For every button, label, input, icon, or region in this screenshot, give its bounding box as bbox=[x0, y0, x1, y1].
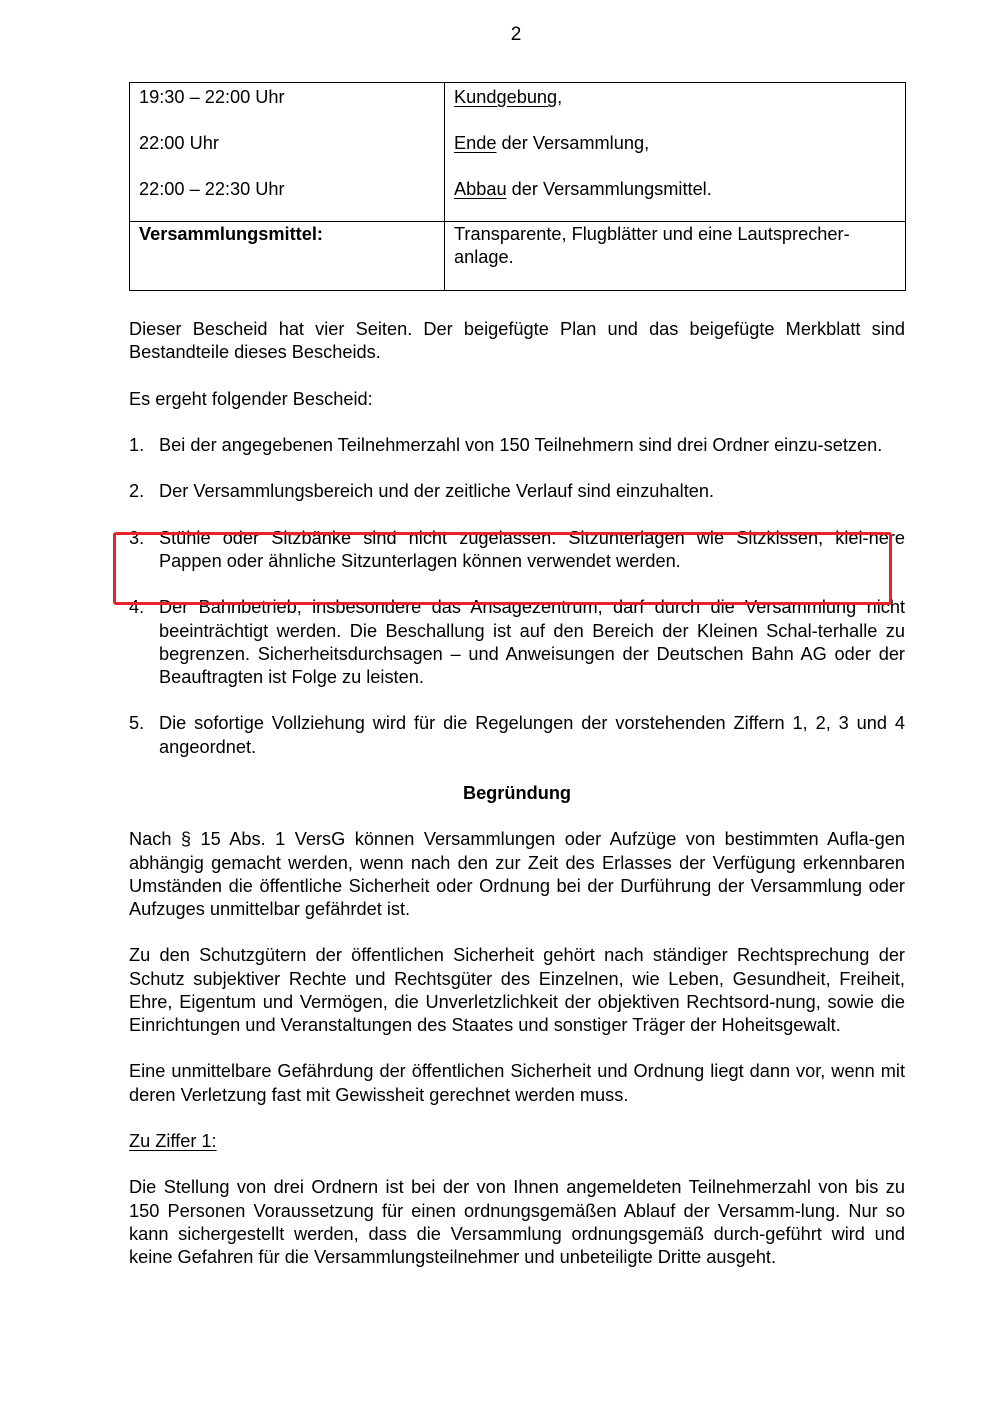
schedule-time: 19:30 – 22:00 Uhr bbox=[139, 87, 285, 107]
section-heading-line bbox=[129, 1130, 905, 1153]
schedule-event-rest: , bbox=[557, 87, 563, 107]
list-item-text: Stühle oder Sitzbänke sind nicht zugelassen. Sitzunterlagen wie Sitzkissen, klei-nere Pappen oder ähnliche Sitzunterlagen können verwendet werden. bbox=[159, 527, 905, 571]
list-item-number: 5. bbox=[129, 713, 145, 734]
schedule-events-cell bbox=[445, 83, 906, 222]
page-number: 2 bbox=[510, 24, 522, 45]
table-row bbox=[130, 83, 906, 222]
schedule-event bbox=[454, 86, 896, 109]
list-item-text: Die sofortige Vollziehung wird für die Regelungen der vorstehenden Ziffern 1, 2, 3 und 4 angeordnet. bbox=[159, 713, 905, 757]
schedule-times-cell bbox=[130, 83, 445, 222]
intro-paragraph: Es ergeht folgender Bescheid: bbox=[129, 388, 373, 409]
schedule-time: 22:00 – 22:30 Uhr bbox=[139, 179, 285, 200]
list-item bbox=[129, 712, 905, 758]
reasoning-heading: Begründung bbox=[462, 782, 572, 803]
intro-paragraph: Dieser Bescheid hat vier Seiten. Der beigefügte Plan und das beigefügte Merkblatt sind Bestandteile dieses Bescheids. bbox=[129, 319, 905, 363]
section-paragraph: Die Stellung von drei Ordnern ist bei der von Ihnen angemeldeten Teilnehmerzahl von bis zu 150 Personen Voraussetzung für einen ordnungsgemäßen Ablauf der Versamm-lung. Nur so kann sichergestellt werden, dass die Versammlung ordnungsgemäß durch-geführt wird und keine Gefahren für die Versammlungsteilnehmer und unbeteiligte Dritte ausgeht. bbox=[129, 1177, 905, 1267]
list-item-text: Der Bahnbetrieb, insbesondere das Ansagezentrum, darf durch die Versammlung nicht beeinträchtigt werden. Die Beschallung ist auf den Bereich der Kleinen Schal-terhalle zu begrenzen. Sicherheitsdurchsagen – und Anweisungen der Deutschen Bahn AG oder der Beauftragten ist Folge zu leisten. bbox=[159, 597, 905, 687]
list-item bbox=[129, 596, 905, 689]
schedule-event-rest: der Versammlung, bbox=[496, 133, 650, 154]
means-label: Versammlungsmittel: bbox=[130, 222, 445, 291]
highlight-box bbox=[113, 532, 892, 605]
reasoning-paragraph: Nach § 15 Abs. 1 VersG können Versammlungen oder Aufzüge von bestimmten Aufla-gen abhängig gemacht werden, wenn nach den zur Zeit des Erlasses der Verfügung erkennbaren Umständen die öffentliche Sicherheit oder Ordnung bei der Durführung der Versammlung oder Aufzuges unmittelbar gefährdet ist. bbox=[129, 829, 905, 919]
list-item-number: 1. bbox=[129, 434, 145, 455]
list-item bbox=[129, 480, 905, 503]
schedule-time: 22:00 Uhr bbox=[139, 133, 219, 154]
list-item-text: Bei der angegebenen Teilnehmerzahl von 150 Teilnehmern sind drei Ordner einzu-setzen. bbox=[159, 434, 883, 455]
list-item-number: 4. bbox=[129, 597, 145, 618]
reasoning-paragraph: Eine unmittelbare Gefährdung der öffentlichen Sicherheit und Ordnung liegt dann vor, wenn mit deren Verletzung fast mit Gewissheit gerechnet werden muss. bbox=[129, 1061, 905, 1105]
schedule-event-rest: der Versammlungsmittel. bbox=[506, 179, 712, 200]
schedule-event bbox=[454, 178, 896, 201]
section-heading: Zu Ziffer 1: bbox=[129, 1130, 217, 1151]
schedule-event-term: Abbau bbox=[454, 179, 507, 200]
schedule-event-term: Ende bbox=[454, 133, 497, 154]
schedule-event-term: Kundgebung bbox=[454, 87, 558, 107]
reasoning-paragraph: Zu den Schutzgütern der öffentlichen Sicherheit gehört nach ständiger Rechtsprechung der Schutz subjektiver Rechte und Rechtsgüter des Einzelnen, wie Leben, Gesundheit, Freiheit, Ehre, Eigentum und Vermögen, die Unverletzlichkeit der objektiven Rechtsord-nung, sowie die Einrichtungen und Veranstaltungen des Staates und sonstiger Träger der Hoheitsgewalt. bbox=[129, 945, 905, 1035]
list-item-number: 2. bbox=[129, 481, 145, 502]
list-item-number: 3. bbox=[129, 527, 145, 548]
list-item bbox=[129, 434, 905, 457]
schedule-table bbox=[129, 82, 906, 291]
means-value: Transparente, Flugblätter und eine Lautsprecher-anlage. bbox=[445, 222, 906, 291]
schedule-event bbox=[454, 132, 896, 155]
document-body bbox=[129, 318, 905, 1292]
table-row bbox=[130, 222, 906, 291]
list-item-text: Der Versammlungsbereich und der zeitliche Verlauf sind einzuhalten. bbox=[159, 481, 715, 502]
